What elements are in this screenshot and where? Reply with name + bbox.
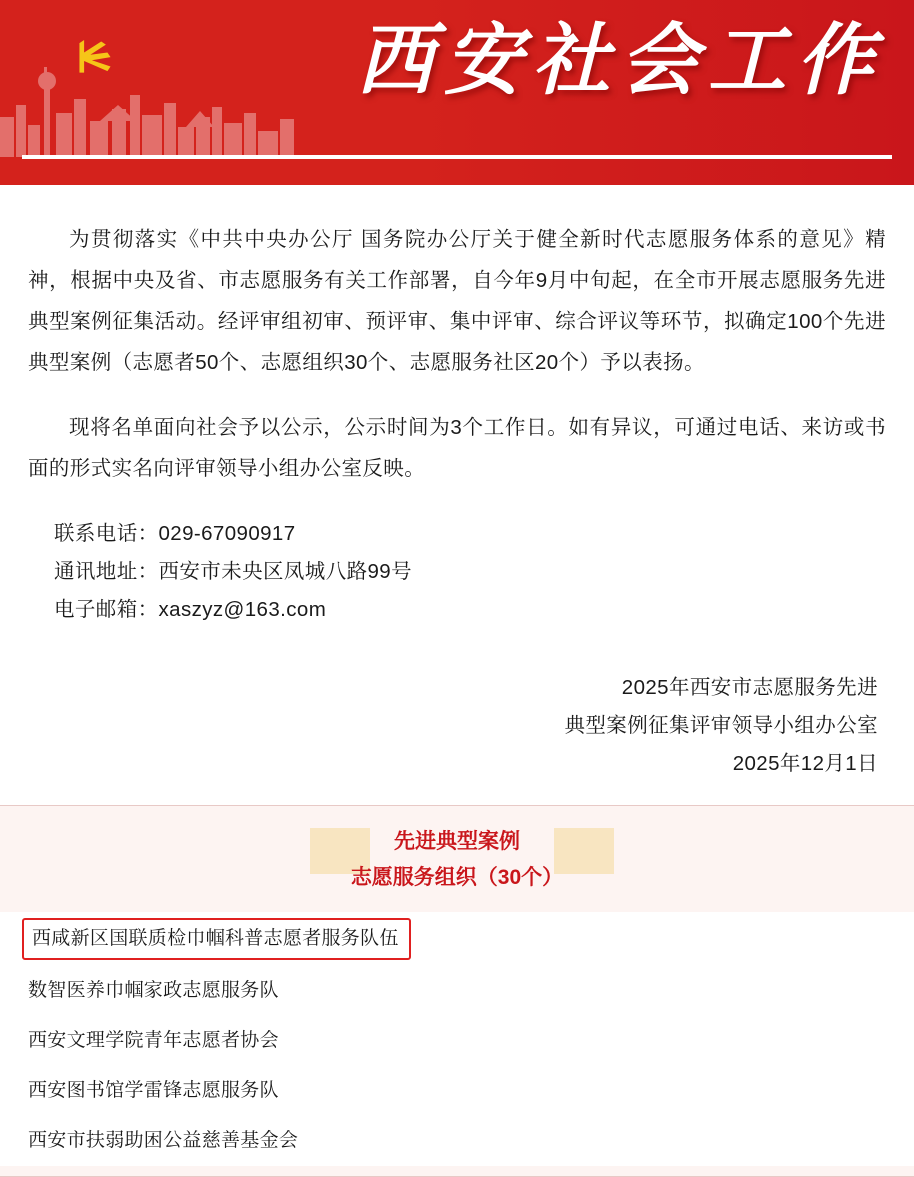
masthead-banner [0, 0, 914, 185]
signature-block [28, 669, 886, 783]
signature-line-1: 2025年西安市志愿服务先进 [621, 676, 878, 699]
contact-block [28, 515, 886, 629]
list-item[interactable]: 数智医养巾帼家政志愿服务队 [28, 980, 279, 1001]
list-item[interactable]: 西安图书馆学雷锋志愿服务队 [28, 1080, 279, 1101]
award-list [0, 912, 914, 1166]
signature-line-2: 典型案例征集评审领导小组办公室 [564, 714, 878, 737]
masthead-divider [22, 155, 892, 159]
contact-email: 电子邮箱：xaszyz@163.com [54, 598, 327, 621]
list-item-label-highlighted[interactable]: 西咸新区国联质检巾帼科普志愿者服务队伍 [22, 918, 411, 960]
list-item[interactable]: 西安文理学院青年志愿者协会 [28, 1030, 279, 1051]
award-list-panel [0, 805, 914, 1177]
list-item[interactable] [0, 912, 914, 966]
contact-phone: 联系电话：029-67090917 [54, 522, 296, 545]
list-item[interactable]: 西安市扶弱助困公益慈善基金会 [28, 1130, 299, 1151]
list-heading-line-2: 志愿服务组织（30个） [350, 866, 564, 889]
xian-skyline-icon [0, 47, 300, 157]
document-body [0, 185, 914, 783]
paragraph-2: 现将名单面向社会予以公示，公示时间为3个工作日。如有异议，可通过电话、来访或书面的形式实名向评审领导小组办公室反映。 [28, 416, 886, 480]
list-heading-line-1: 先进典型案例 [394, 830, 520, 853]
masthead-title: 西安社会工作 [355, 15, 884, 106]
paragraph-1: 为贯彻落实《中共中央办公厅 国务院办公厅关于健全新时代志愿服务体系的意见》精神，根据中央及省、市志愿服务有关工作部署，自今年9月中旬起，在全市开展志愿服务先进典型案例征集活动。经评审组初审、预评审、集中评审、综合评议等环节，拟确定100个先进典型案例（志愿者50个、志愿组织30个、志愿服务社区20个）予以表扬。 [28, 228, 886, 374]
signature-date: 2025年12月1日 [732, 752, 878, 775]
cpc-party-emblem-icon [56, 26, 134, 96]
contact-address: 通讯地址：西安市未央区凤城八路99号 [54, 560, 413, 583]
